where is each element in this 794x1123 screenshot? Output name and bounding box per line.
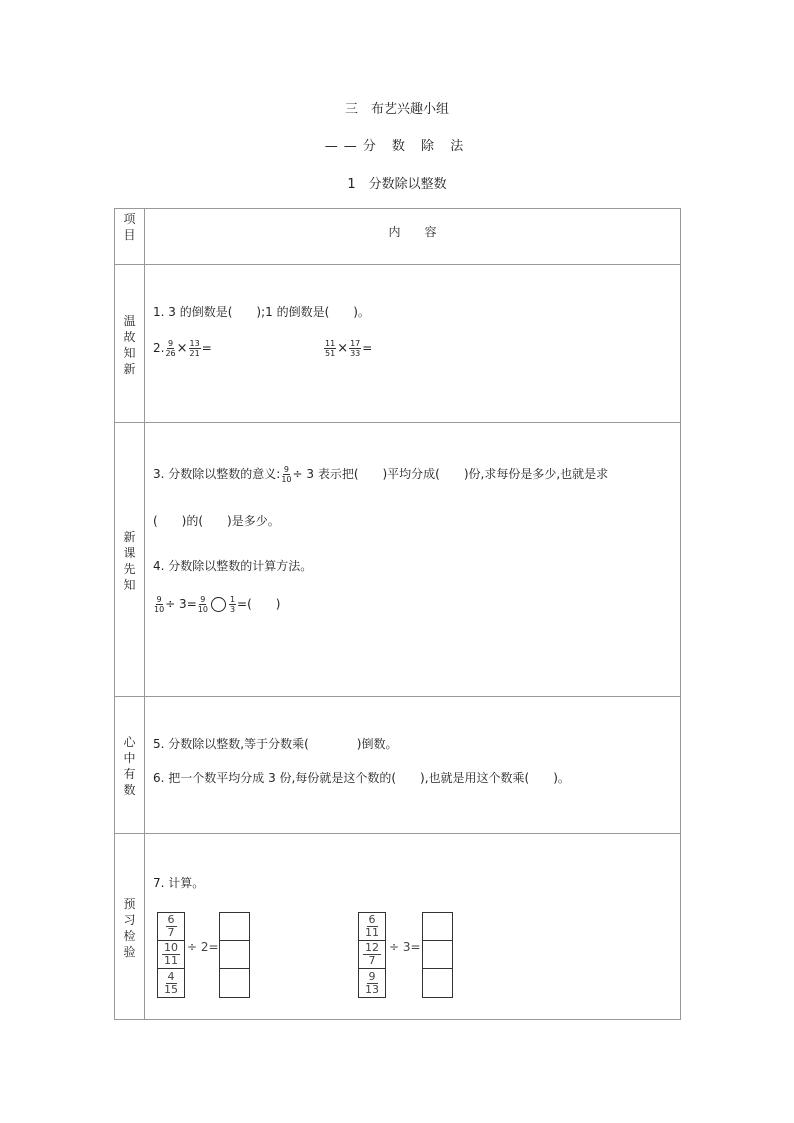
calc-expression: $\frac{9}{10}$ ÷ 3= $\frac{9}{10}$ $\frac{1}{3}$ =( ) <box>154 595 281 614</box>
subtitle: ——分 数 除 法 <box>324 139 470 154</box>
operator-circle[interactable] <box>211 597 226 612</box>
section-check <box>145 834 681 1020</box>
question-2b: $\frac{11}{51}$ × $\frac{17}{33}$ = <box>325 339 373 358</box>
section-label-new: 新课先知 <box>115 423 145 697</box>
section-label-review: 温故知新 <box>115 265 145 423</box>
question-4: 4. 分数除以整数的计算方法。 <box>153 559 313 573</box>
question-6: 6. 把一个数平均分成 3 份,每份就是这个数的( ),也就是用这个数乘( )。 <box>153 771 570 785</box>
left-answer-boxes[interactable] <box>219 912 250 998</box>
col-header-item: 项目 <box>115 209 145 265</box>
col-header-content: 内 容 <box>145 209 681 265</box>
section-new <box>145 423 681 697</box>
question-1: 1. 3 的倒数是( );1 的倒数是( )。 <box>153 305 370 319</box>
section-label-check: 预习检验 <box>115 834 145 1020</box>
unit-title: 三 布艺兴趣小组 <box>344 102 449 117</box>
section-review <box>145 265 681 423</box>
right-answer-boxes[interactable] <box>422 912 453 998</box>
left-fraction-stack: 6 7 10 11 4 15 <box>157 912 185 998</box>
section-know <box>145 697 681 834</box>
question-7: 7. 计算。 <box>153 876 205 890</box>
question-2a: 2. $\frac{9}{26}$ × $\frac{13}{21}$ = <box>153 339 212 358</box>
right-operator: ÷ 3= <box>389 940 421 954</box>
worksheet-table <box>114 208 681 1020</box>
lesson-title: 1 分数除以整数 <box>347 177 447 192</box>
question-3: 3. 分数除以整数的意义: $\frac{9}{10}$ ÷ 3 表示把( )平均分成( )份,求每份是多少,也就是求 <box>153 465 609 484</box>
right-fraction-stack: 6 11 12 7 9 13 <box>358 912 386 998</box>
section-label-know: 心中有数 <box>115 697 145 834</box>
left-operator: ÷ 2= <box>187 940 219 954</box>
question-3-line2: ( )的( )是多少。 <box>153 514 280 528</box>
question-5: 5. 分数除以整数,等于分数乘( )倒数。 <box>153 737 398 751</box>
